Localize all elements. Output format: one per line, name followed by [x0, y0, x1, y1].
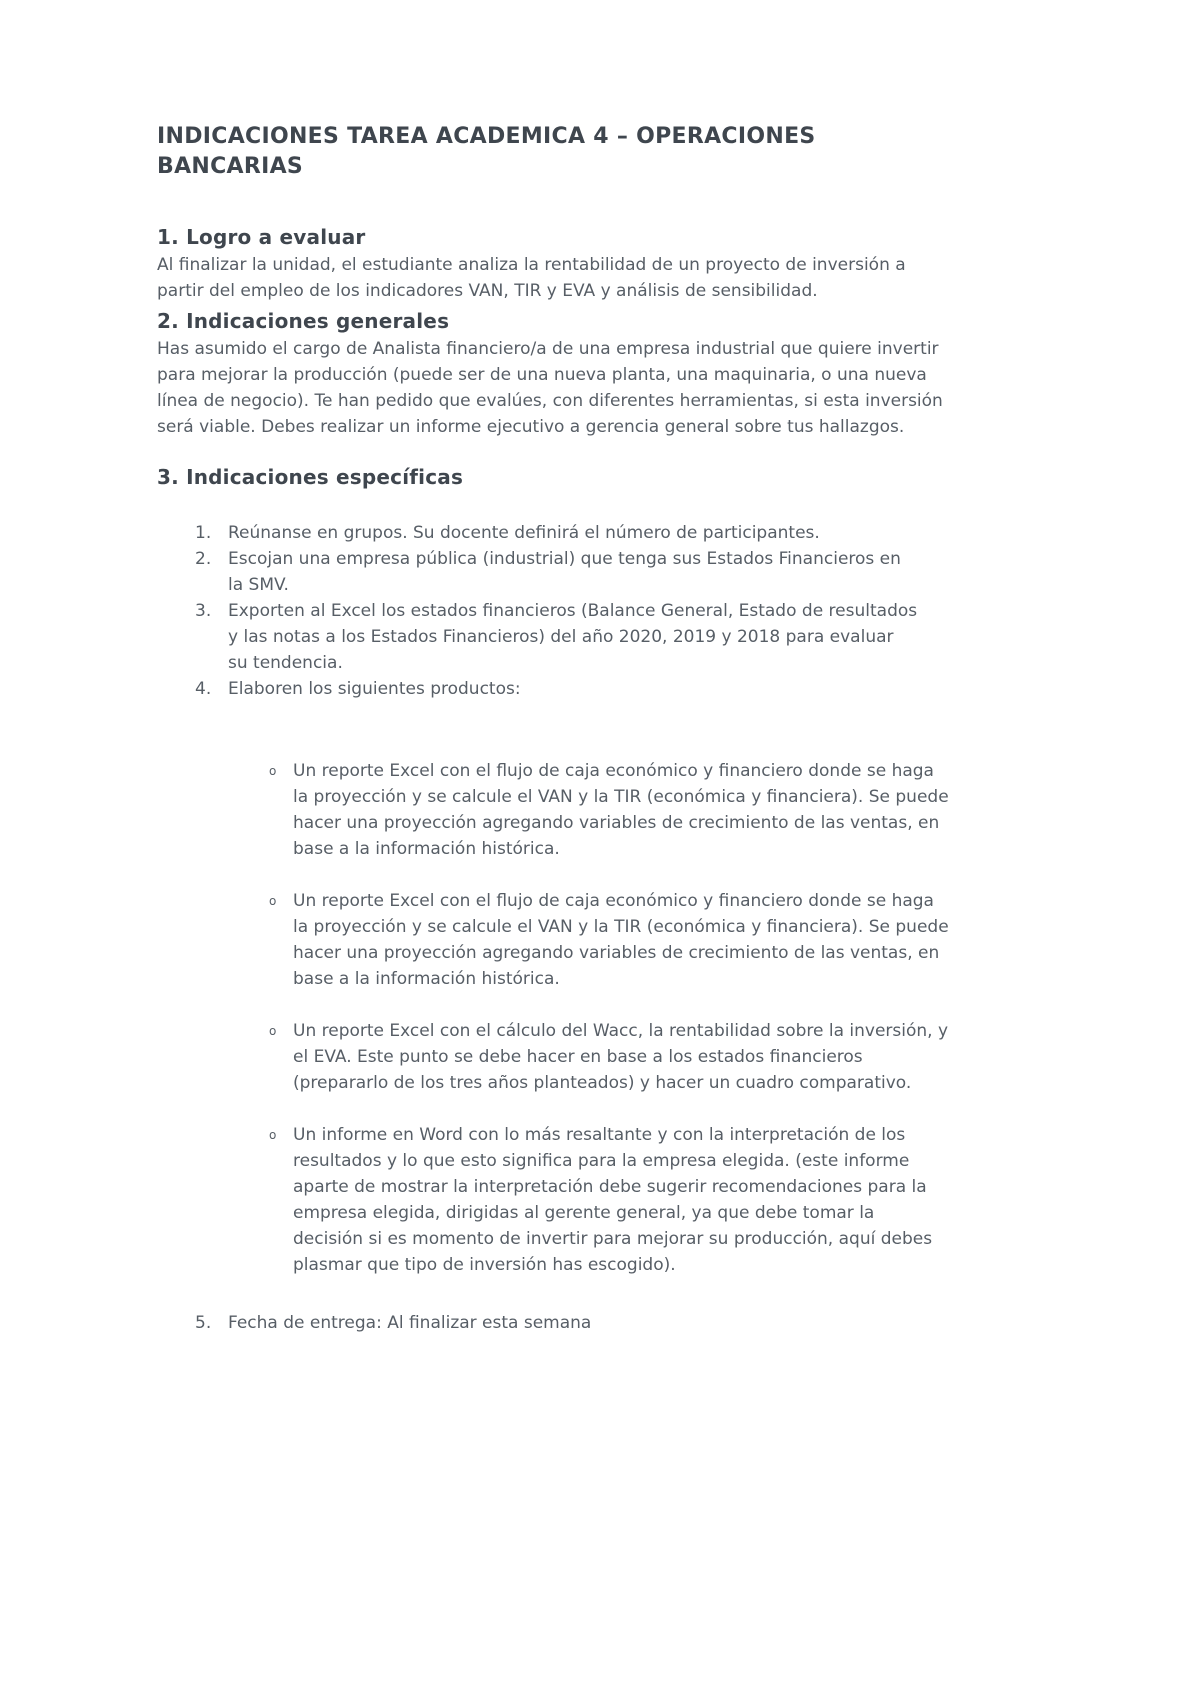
- list-item-text: Elaboren los siguientes productos:: [228, 679, 521, 699]
- section-logro-a-evaluar: [157, 222, 953, 304]
- list-item: [195, 598, 953, 676]
- section-1-paragraph: Al finalizar la unidad, el estudiante analiza la rentabilidad de un proyecto de inversión a partir del empleo de los indicadores VAN, TIR y EVA y análisis de sensibilidad.: [157, 255, 906, 301]
- sub-bullet-item: [269, 1122, 953, 1278]
- sub-bullet-item: [269, 1018, 953, 1096]
- list-item-number: 2.: [195, 549, 212, 569]
- list-item-text: Reúnanse en grupos. Su docente definirá el número de participantes.: [228, 523, 820, 543]
- numbered-list: [157, 520, 953, 702]
- bullet-text: Un reporte Excel con el flujo de caja económico y financiero donde se haga la proyección y se calcule el VAN y la TIR (económica y financiera). Se puede hacer una proyección agregando variables de crecimiento de las ventas, en base a la información histórica.: [293, 761, 949, 859]
- section-1-heading: 1. Logro a evaluar: [157, 225, 366, 249]
- list-item-text: Exporten al Excel los estados financieros (Balance General, Estado de resultados y las notas a los Estados Financieros) del año 2020, 2019 y 2018 para evaluar su tendencia.: [228, 601, 918, 673]
- bullet-marker: o: [269, 1024, 277, 1038]
- document-content: [157, 122, 953, 1336]
- list-item: [195, 1310, 953, 1336]
- list-item: [195, 546, 953, 598]
- list-item-number: 5.: [195, 1313, 212, 1333]
- bullet-marker: o: [269, 764, 277, 778]
- list-item-text: Fecha de entrega: Al finalizar esta semana: [228, 1313, 592, 1333]
- bullet-text: Un reporte Excel con el flujo de caja económico y financiero donde se haga la proyección y se calcule el VAN y la TIR (económica y financiera). Se puede hacer una proyección agregando variables de crecimiento de las ventas, en base a la información histórica.: [293, 891, 949, 989]
- sub-bullet-item: [269, 888, 953, 992]
- document-title: INDICACIONES TAREA ACADEMICA 4 – OPERACIONES BANCARIAS: [157, 124, 816, 179]
- bullet-text: Un informe en Word con lo más resaltante y con la interpretación de los resultados y lo que esto significa para la empresa elegida. (este informe aparte de mostrar la interpretación debe sugerir recomendaciones para la empresa elegida, dirigidas al gerente general, ya que debe tomar la decisión si es momento de invertir para mejorar su producción, aquí debes plasmar que tipo de inversión has escogido).: [293, 1125, 933, 1275]
- bullet-text: Un reporte Excel con el cálculo del Wacc, la rentabilidad sobre la inversión, y el EVA. Este punto se debe hacer en base a los estados financieros (prepararlo de los tres años planteados) y hacer un cuadro comparativo.: [293, 1021, 949, 1093]
- bullet-marker: o: [269, 1128, 277, 1142]
- list-item-text: Escojan una empresa pública (industrial) que tenga sus Estados Financieros en la SMV.: [228, 549, 901, 595]
- list-item-number: 4.: [195, 679, 212, 699]
- list-item-number: 1.: [195, 523, 212, 543]
- list-item: [195, 520, 953, 546]
- bullet-marker: o: [269, 894, 277, 908]
- section-2-paragraph: Has asumido el cargo de Analista financiero/a de una empresa industrial que quiere invertir para mejorar la producción (puede ser de una nueva planta, una maquinaria, o una nueva línea de negocio). Te han pedido que evalúes, con diferentes herramientas, si esta inversión será viable. Debes realizar un informe ejecutivo a gerencia general sobre tus hallazgos.: [157, 339, 943, 437]
- section-2-heading: 2. Indicaciones generales: [157, 309, 450, 333]
- list-item: [195, 676, 953, 702]
- sub-bullet-list: [157, 758, 953, 1278]
- section-3-heading: 3. Indicaciones específicas: [157, 465, 464, 489]
- section-indicaciones-generales: [157, 306, 953, 440]
- section-indicaciones-especificas: [157, 462, 953, 1336]
- list-item-number: 3.: [195, 601, 212, 621]
- sub-bullet-item: [269, 758, 953, 862]
